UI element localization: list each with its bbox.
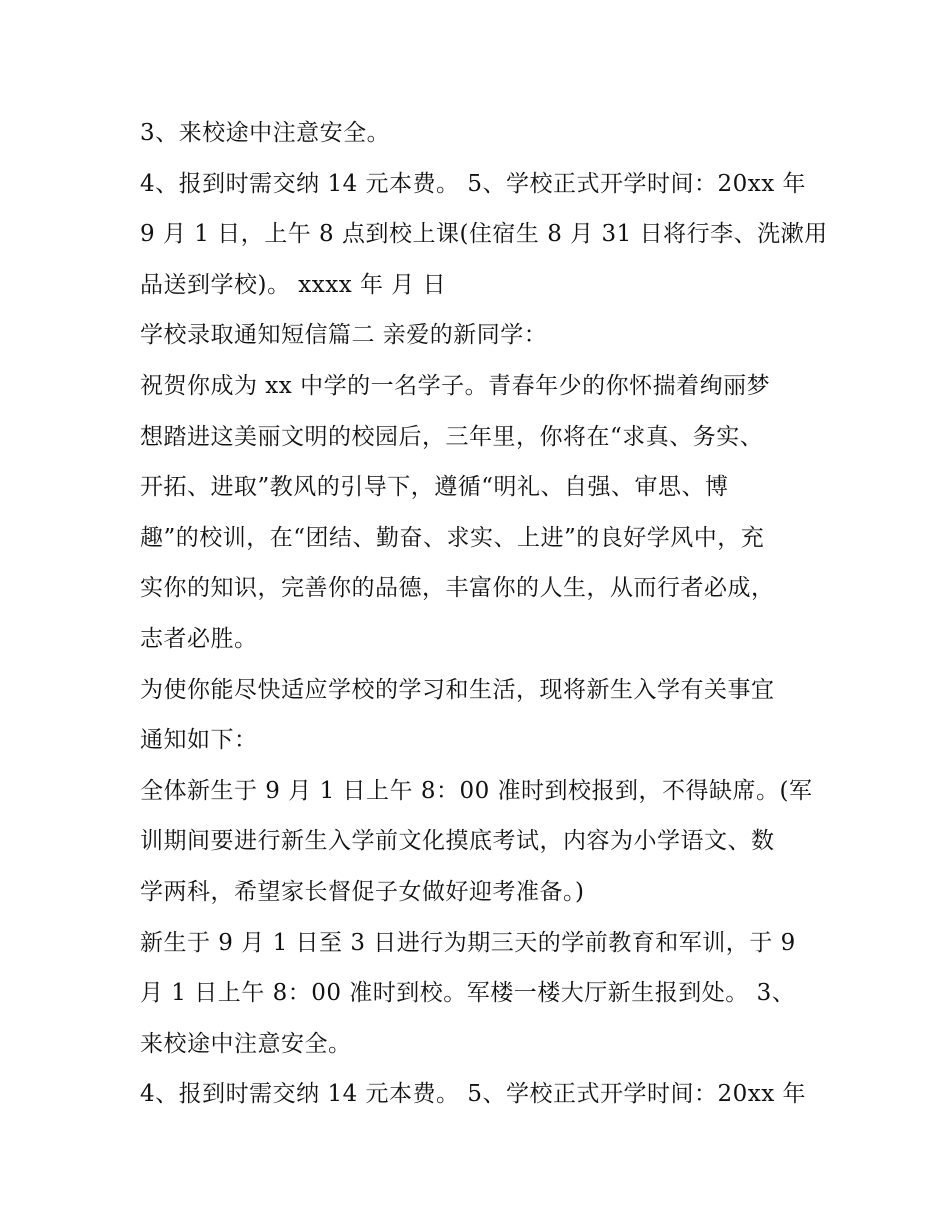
text-line: 学两科，希望家长督促子女做好迎考准备。) [140, 878, 585, 905]
text-line: 来校途中注意安全。 [140, 1030, 352, 1057]
text-line: 想踏进这美丽文明的校园后，三年里，你将在“求真、务实、 [140, 423, 764, 450]
text-line: 全体新生于 9 月 1 日上午 8：00 准时到校报到，不得缺席。(军 [140, 777, 813, 804]
text-line: 为使你能尽快适应学校的学习和生活，现将新生入学有关事宜 [140, 676, 775, 703]
text-line: 新生于 9 月 1 日至 3 日进行为期三天的学前教育和军训，于 9 [140, 929, 796, 956]
document-body [140, 108, 828, 1120]
text-line: 祝贺你成为 xx 中学的一名学子。青春年少的你怀揣着绚丽梦 [140, 372, 771, 399]
text-line: 9 月 1 日，上午 8 点到校上课(住宿生 8 月 31 日将行李、洗漱用 [140, 221, 828, 248]
text-line: 通知如下： [140, 727, 258, 754]
text-line: 月 1 日上午 8：00 准时到校。军楼一楼大厅新生报到处。 3、 [140, 980, 796, 1007]
text-line: 品送到学校)。 xxxx 年 月 日 [140, 271, 447, 298]
text-line: 实你的知识，完善你的品德，丰富你的人生，从而行者必成， [140, 575, 775, 602]
text-line: 3、来校途中注意安全。 [140, 120, 391, 146]
text-line: 开拓、进取”教风的引导下，遵循“明礼、自强、审思、博 [140, 474, 729, 501]
text-line: 训期间要进行新生入学前文化摸底考试，内容为小学语文、数 [140, 828, 775, 855]
section-heading-line: 学校录取通知短信篇二 亲爱的新同学： [140, 322, 548, 349]
text-line: 4、报到时需交纳 14 元本费。 5、学校正式开学时间：20xx 年 [140, 170, 806, 197]
text-line: 志者必胜。 [140, 625, 258, 652]
text-line: 趣”的校训，在“团结、勤奋、求实、上进”的良好学风中，充 [140, 524, 765, 551]
text-line: 4、报到时需交纳 14 元本费。 5、学校正式开学时间：20xx 年 [140, 1081, 806, 1108]
